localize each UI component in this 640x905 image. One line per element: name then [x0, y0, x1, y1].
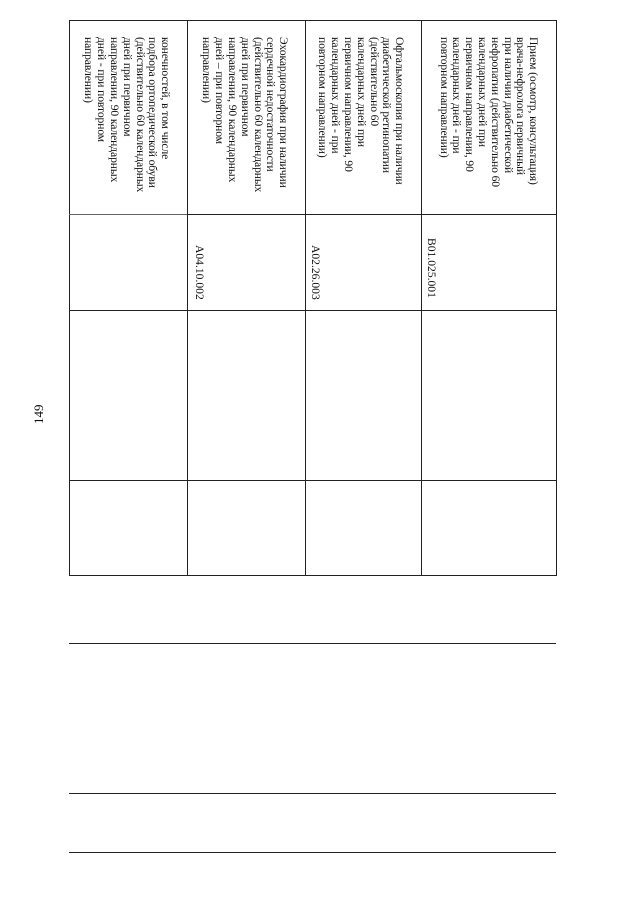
service-code: A02.26.003 [309, 245, 322, 300]
service-description: Прием (осмотр, консультация) врача-нефролога первичный при наличии диабетической нефропатии (действительно 60 календарных дней при первичном направлении, 90 календарных дней - при повторном направлении) [437, 37, 541, 188]
service-description: конечностей, в том числе подбора ортопедической обуви (действительно 60 календарных дней при первичном направлении, 90 календарных дней - при повторном направлении) [82, 37, 173, 193]
service-code: B01.025.001 [425, 238, 438, 298]
service-description: Эхокардиография при наличии сердечной недостаточности (действительно 60 календарных дней при первичном направлении, 90 календарных дней – при повторном направлении) [200, 37, 291, 193]
service-description: Офтальмоскопия при наличии диабетической ретинопатии (действительно 60 календарных дней при первичном направлении, 90 календарных дней - при повторном направлении) [316, 37, 407, 185]
service-code: A04.10.002 [193, 245, 206, 300]
page-number: 149 [31, 404, 46, 424]
